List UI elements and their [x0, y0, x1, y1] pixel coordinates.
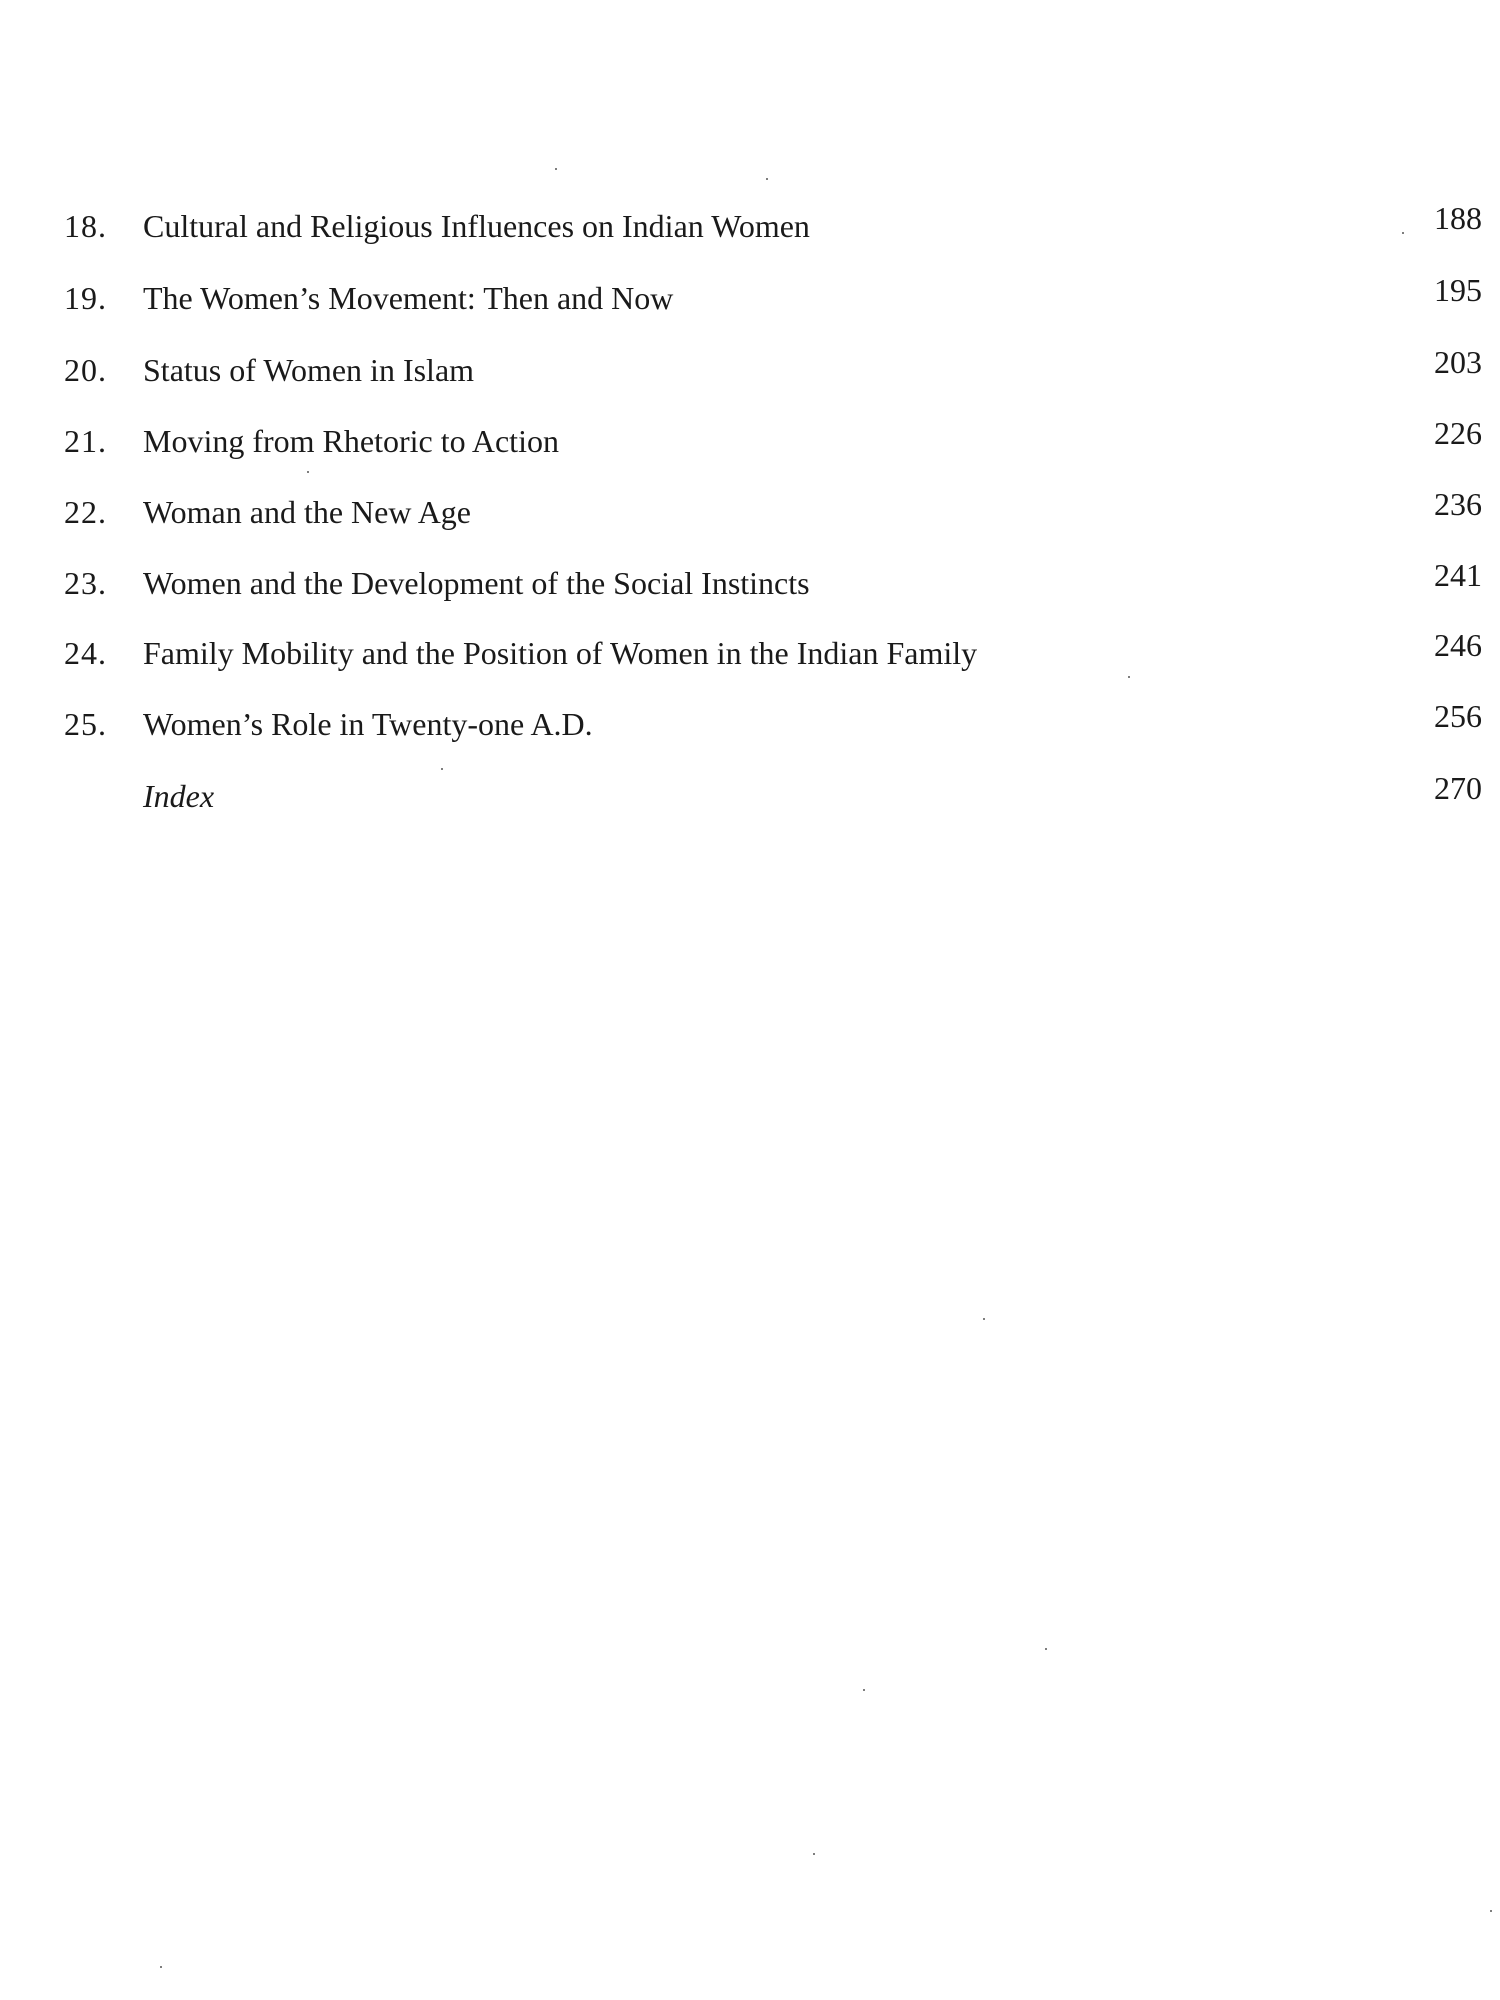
chapter-title: Moving from Rhetoric to Action: [143, 423, 559, 459]
chapter-number: 24.: [64, 635, 107, 671]
toc-entry-index: [0, 770, 1500, 826]
chapter-number: 25.: [64, 706, 107, 742]
chapter-title: Women and the Development of the Social Instincts: [143, 565, 810, 601]
scan-speck: [983, 1318, 985, 1320]
scan-speck: [1045, 1648, 1047, 1650]
chapter-number: 18.: [64, 208, 107, 244]
page-number: 203: [1434, 344, 1482, 380]
chapter-title: Family Mobility and the Position of Women in the Indian Family: [143, 635, 978, 671]
toc-entry-20: [0, 344, 1500, 400]
toc-entry-18: [0, 200, 1500, 256]
scan-speck: [1402, 232, 1404, 234]
page-number: 188: [1434, 200, 1482, 236]
chapter-title: Woman and the New Age: [143, 494, 471, 530]
chapter-title: Women’s Role in Twenty-one A.D.: [143, 706, 593, 742]
scan-speck: [813, 1853, 815, 1855]
page-number: 236: [1434, 486, 1482, 522]
chapter-number: 21.: [64, 423, 107, 459]
scan-speck: [863, 1689, 865, 1691]
scan-speck: [766, 178, 768, 180]
chapter-number: 19.: [64, 280, 107, 316]
toc-entry-21: [0, 415, 1500, 471]
scan-speck: [441, 768, 443, 770]
toc-entry-19: [0, 272, 1500, 328]
scan-speck: [1490, 1910, 1492, 1912]
scan-speck: [1128, 676, 1130, 678]
scan-speck: [307, 471, 309, 473]
toc-entry-24: [0, 627, 1500, 683]
chapter-number: 22.: [64, 494, 107, 530]
chapter-title: Status of Women in Islam: [143, 352, 475, 388]
chapter-number: 20.: [64, 352, 107, 388]
page-number: 270: [1434, 770, 1482, 806]
toc-entry-22: [0, 486, 1500, 542]
index-title: Index: [143, 778, 215, 814]
page-number: 241: [1434, 557, 1482, 593]
page-number: 256: [1434, 698, 1482, 734]
chapter-number: 23.: [64, 565, 107, 601]
toc-entry-23: [0, 557, 1500, 613]
scan-speck: [555, 168, 557, 170]
toc-entry-25: [0, 698, 1500, 754]
chapter-title: Cultural and Religious Influences on Indian Women: [143, 208, 810, 244]
page-number: 195: [1434, 272, 1482, 308]
chapter-title: The Women’s Movement: Then and Now: [143, 280, 674, 316]
scan-speck: [160, 1966, 162, 1968]
page-number: 246: [1434, 627, 1482, 663]
page-number: 226: [1434, 415, 1482, 451]
